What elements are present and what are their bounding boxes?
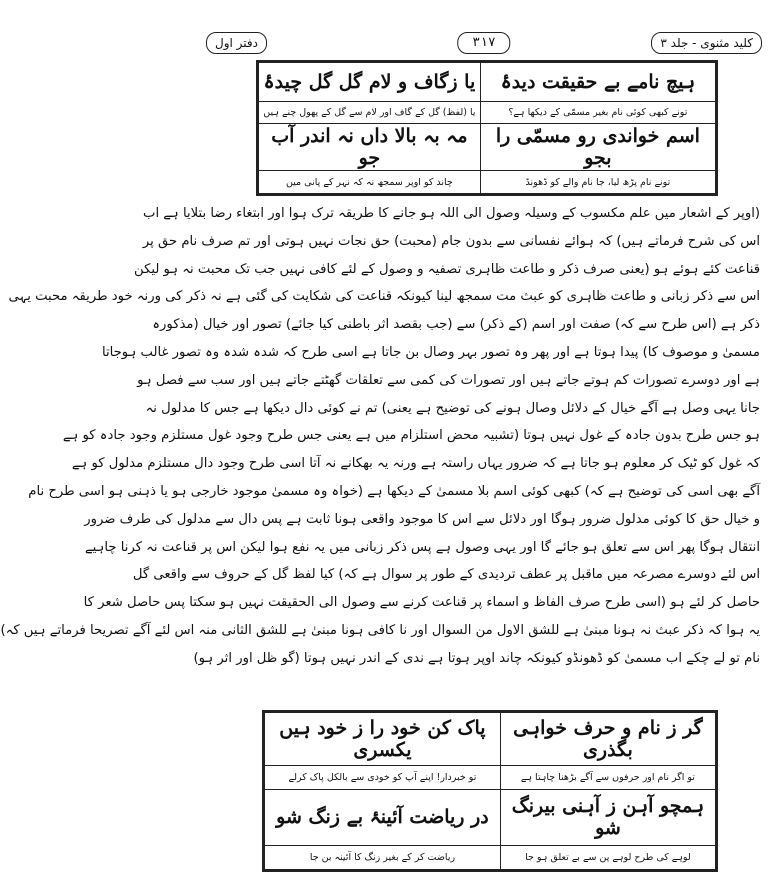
verse-4-second-translation: ریاضت کر کے بغیر زنگ کا آئینہ بن جا xyxy=(265,845,501,870)
verse-1-second-translation: یا (لفظ) گل کے گاف اور لام سے گل کے پھول چنے ہیں xyxy=(259,101,481,124)
commentary-line: کہ غول کو ٹیک کر معلوم ہو جاتا ہے کہ ضرور یہاں راستہ ہے ورنہ یہ بھکانے نہ آتا اسی طرح وجود دال مستلزم مدلول کو ہے xyxy=(71,456,760,472)
verse-2-first-translation: تونے نام پڑھ لیا، جا نام والے کو ڈھونڈ xyxy=(480,171,715,194)
commentary-line: ہو جس طرح بدون جادہ کے غول نہیں ہوتا (تشبیہ محض استلزام میں ہے یعنی جس طرح وجود غول مستلزم وجود جادہ کو ہے xyxy=(62,428,760,444)
commentary-line: جانا یہی وصل ہے آگے خیال کے دلائل وصال ہونے کی توضیح ہے یعنی) تم نے کوئی دال دیکھا ہے جس کا مدلول نہ xyxy=(145,400,760,416)
commentary-line: مسمیٰ و موصوف کا) پیدا ہوتا ہے اور پھر وہ تصور بہر وصال بن جاتا ہے اسی طرح کہ شدہ شدہ وہ تصور غالب ہوجاتا xyxy=(101,344,760,360)
commentary-line: قناعت کئے ہوئے ہو (یعنی صرف ذکر و طاعت ظاہری تصفیہ و وصول کے لئے کافی نہیں جب تک محبت نہ ہو لیکن xyxy=(134,261,760,277)
verse-table-top xyxy=(256,60,718,196)
volume-label: دفتر اول xyxy=(206,32,267,54)
commentary-line: اس لئے دوسرے مصرعہ میں ماقبل پر عطف تردیدی کے طور پر سوال ہے کہ) کیا لفظ گل کے حروف سے واقعی گل xyxy=(132,567,760,583)
commentary-line: حاصل کر لئے ہو (اسی طرح صرف الفاظ و اسماء پر قناعت کرنے سے وصول الی الحقیقت نہیں ہو سکتا پس حاصل شعر کا xyxy=(83,595,760,611)
verse-2-second-hemistich: مہ بہ بالا داں نہ اندر آب جو xyxy=(259,124,481,171)
verse-4-second-hemistich: در ریاضت آئینۂ بے زنگ شو xyxy=(265,790,501,845)
verse-3-second-translation: تو خبردار! اپنے آپ کو خودی سے بالکل پاک کرلے xyxy=(265,766,501,790)
verse-1-first-hemistich: ہیچ نامے بے حقیقت دیدۂ xyxy=(480,63,715,102)
verse-3-first-translation: تو اگر نام اور حرفوں سے آگے بڑھنا چاہتا ہے xyxy=(500,766,715,790)
commentary-line: و خیال حق کا کوئی مدلول ضرور ہوگا اور دلائل سے اس کا موجود واقعی ہونا ثابت ہے پس دال سے مدلول کی طرف ضرور xyxy=(84,511,760,527)
page-number: ۳۱۷ xyxy=(457,32,510,54)
verse-3-second-hemistich: پاک کن خود را ز خود ہیں یکسری xyxy=(265,713,501,766)
page-header xyxy=(184,32,784,54)
commentary-line: نام تو لے چکے اب مسمیٰ کو ڈھونڈو کیونکہ چاند اوپر ہوتا ہے ندی کے اندر نہیں ہوتا (گو ظل اور اثر ہو) xyxy=(193,650,760,666)
commentary-line: (اوپر کے اشعار میں علم مکسوب کے وسیلہ وصول الی اللہ ہو جانے کا طریقہ ترک ہوا اور ابتغاء رضا بتلایا ہے اب xyxy=(143,206,760,221)
commentary-text xyxy=(0,200,760,705)
verse-2-second-translation: چاند کو اوپر سمجھ نہ کہ نہر کے پانی میں xyxy=(259,171,481,194)
commentary-line: یہ ہوا کہ ذکر عبث نہ ہونا مبنیٰ ہے للشق الاول من السوال اور نا کافی ہونا مبنیٰ ہے للشق الثانی منہ اس لئے آگے تصریحا فرماتے ہیں کہ) xyxy=(0,622,760,638)
commentary-line: اس کی شرح فرماتے ہیں) کہ ہوائے نفسانی سے بدون جام (محبت) حق نجات نہیں ہوتی اور تم صرف نام حق پر xyxy=(142,233,760,249)
commentary-line: آگے بھی اسی کی توضیح ہے کہ) کبھی کوئی اسم بلا مسمیٰ کے دیکھا ہے (خواہ وہ مسمیٰ موجود خارجی ہو یا ذہنی ہو اسی طرح نام xyxy=(28,483,760,499)
verse-3-first-hemistich: گر ز نام و حرف خواہی بگذری xyxy=(500,713,715,766)
commentary-line: اس سے ذکر زبانی و طاعت ظاہری کو عبث مت سمجھ لینا کیونکہ قناعت کی شکایت کی گئی ہے نہ ذکر کی ورنہ خود طریقہ محبت یہی xyxy=(8,289,760,305)
book-title: کلید مثنوی - جلد ۳ xyxy=(651,32,762,54)
verse-2-first-hemistich: اسم خواندی رو مسمّی را بجو xyxy=(480,124,715,171)
commentary-line: ہے اور دوسرے تصورات کم ہوتے جاتے ہیں اور تصورات کی کمی سے تعلقات گھٹتے جاتے ہیں اور سب سے فصل ہو xyxy=(137,372,760,388)
verse-4-first-hemistich: ہمچو آہن ز آہنی بیرنگ شو xyxy=(500,790,715,845)
commentary-line: ذکر ہے (اس طرح سے کہ) صفت اور اسم (کے ذکر) سے (جب بقصد اثر باطنی کیا جائے) تصور اور خیال (مذکورہ xyxy=(152,317,760,333)
verse-1-second-hemistich: یا زگاف و لام گل گل چیدۂ xyxy=(259,63,481,102)
verse-1-first-translation: تونے کبھی کوئی نام بغیر مسمّی کے دیکھا ہے؟ xyxy=(480,101,715,124)
verse-table-bottom xyxy=(262,710,718,872)
verse-4-first-translation: لوہے کی طرح لوہے پن سے بے تعلق ہو جا xyxy=(500,845,715,870)
commentary-line: انتقال ہوگا پھر اس سے تعلق ہو جائے گا اور یہی وصول ہے پس ذکر زبانی میں یہ نفع ہوا لیکن اس پر قناعت نہ کرنا چاہیے xyxy=(84,539,760,555)
